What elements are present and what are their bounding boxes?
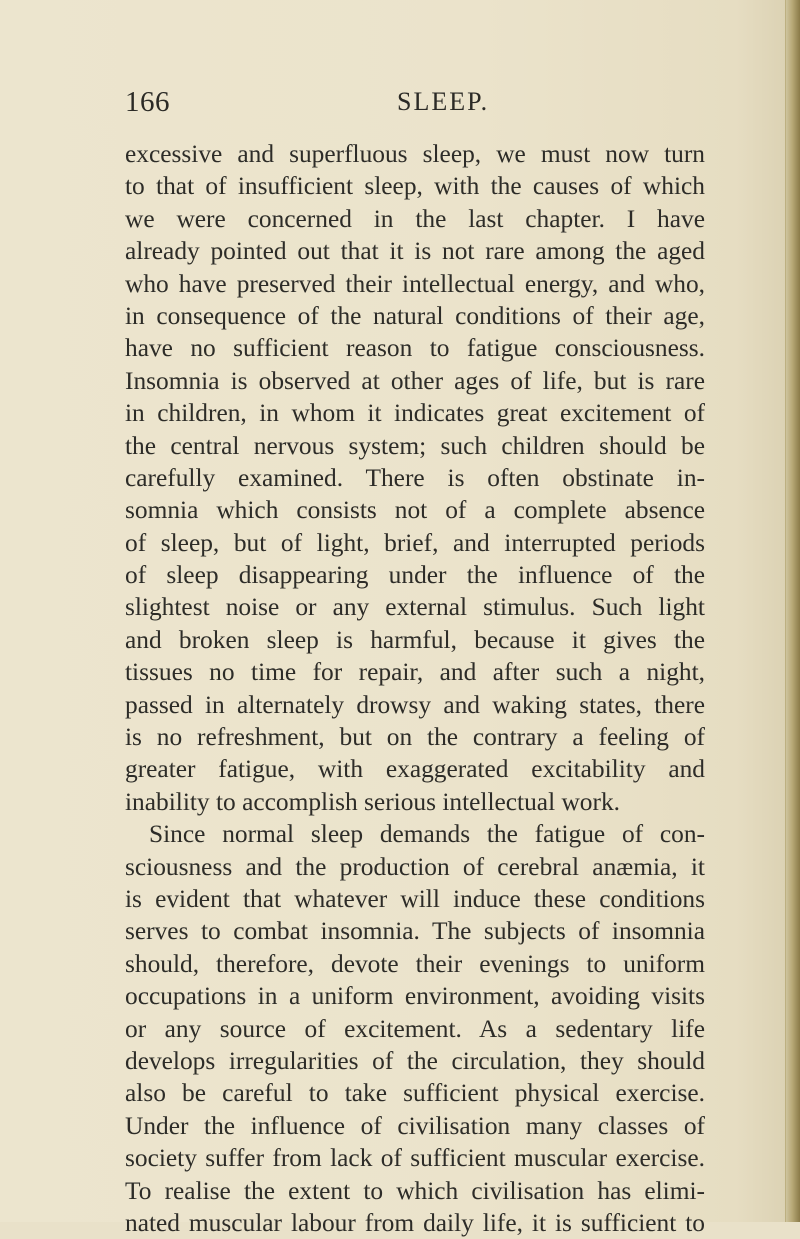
text-line: or any source of excitement. As a sedentary life (125, 1014, 705, 1043)
text-line: to that of insufficient sleep, with the causes of which (125, 172, 705, 201)
text-line: Under the influence of civilisation many classes of (125, 1111, 705, 1140)
text-line: greater fatigue, with exaggerated excitability and (125, 755, 705, 784)
running-title: SLEEP. (397, 87, 490, 116)
text-line: in children, in whom it indicates great excitement of (125, 399, 705, 428)
text-line: in consequence of the natural conditions of their age, (125, 301, 705, 330)
text-line: also be careful to take sufficient physical exercise. (125, 1079, 705, 1108)
text-line: we were concerned in the last chapter. I have (125, 204, 705, 233)
body-text (125, 138, 705, 1239)
text-line: excessive and superfluous sleep, we must now turn (125, 140, 705, 168)
text-line: inability to accomplish serious intellectual work. (125, 787, 621, 816)
text-line: nated muscular labour from daily life, it is sufficient to (125, 1208, 705, 1237)
text-line: of sleep, but of light, brief, and interrupted periods (125, 528, 705, 557)
text-line: is no refreshment, but on the contrary a feeling of (125, 723, 705, 752)
text-line: the central nervous system; such children should be (125, 431, 705, 460)
text-line: Insomnia is observed at other ages of life, but is rare (125, 366, 705, 395)
text-line: society suffer from lack of sufficient muscular exercise. (125, 1144, 705, 1173)
text-line: somnia which consists not of a complete absence (125, 496, 705, 525)
text-line: occupations in a uniform environment, avoiding visits (125, 982, 705, 1011)
text-line: have no sufficient reason to fatigue consciousness. (125, 334, 705, 363)
text-line: slightest noise or any external stimulus. Such light (125, 593, 705, 622)
page-number: 166 (125, 86, 170, 118)
text-line: of sleep disappearing under the influence of the (125, 561, 705, 590)
text-line: To realise the extent to which civilisation has elimi- (125, 1176, 705, 1205)
text-line: is evident that whatever will induce these conditions (125, 884, 705, 913)
text-line: and broken sleep is harmful, because it gives the (125, 625, 705, 654)
text-line-paragraph-start: Since normal sleep demands the fatigue of con- (149, 820, 705, 849)
text-line: tissues no time for repair, and after such a night, (125, 658, 705, 687)
text-line: sciousness and the production of cerebral anæmia, it (125, 852, 705, 881)
text-line: carefully examined. There is often obstinate in- (125, 463, 705, 492)
text-line: who have preserved their intellectual energy, and who, (125, 269, 705, 298)
page-edge (786, 0, 800, 1222)
text-line: develops irregularities of the circulation, they should (125, 1046, 705, 1075)
text-line: serves to combat insomnia. The subjects of insomnia (125, 917, 705, 946)
text-line: should, therefore, devote their evenings to uniform (125, 949, 705, 978)
page-header (125, 86, 705, 122)
text-line: passed in alternately drowsy and waking states, there (125, 690, 705, 719)
text-line: already pointed out that it is not rare among the aged (125, 237, 705, 266)
